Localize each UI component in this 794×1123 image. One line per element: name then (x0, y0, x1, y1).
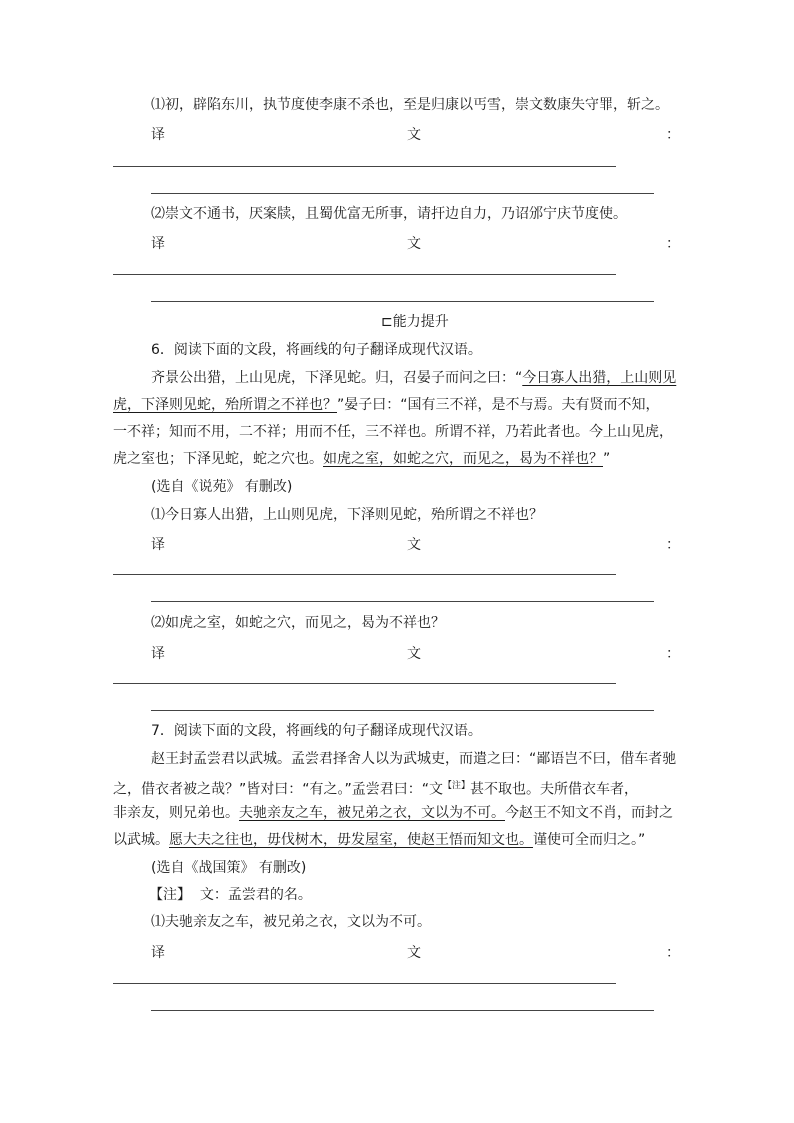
answer-line[interactable] (151, 301, 654, 302)
q7-passage-line-2: 之，借衣者被之哉？”皆对曰：“有之。”孟尝君曰：“文$^{【注】}$甚不取也。夫所借衣车者， (113, 781, 639, 798)
answer-line[interactable] (151, 601, 654, 602)
q7-prompt: 7．阅读下面的文段，将画线的句子翻译成现代汉语。 (151, 723, 482, 739)
q5-sentence-1: ⑴初，辟陷东川，执节度使李康不杀也，至是归康以丐雪，崇文数康失守罪，斩之。 (151, 97, 669, 113)
q7-note (149, 887, 312, 903)
answer-line[interactable] (151, 1010, 654, 1011)
answer-label-wen: 文 (407, 236, 421, 252)
answer-line[interactable] (151, 710, 654, 711)
underlined-sentence: 愿大夫之往也，毋伐树木，毋发屋室，使赵王悟而知文也。 (169, 832, 533, 848)
q6-source: (选自《说苑》 有删改) (151, 479, 293, 495)
answer-line[interactable] (113, 574, 616, 575)
note-text: 文：孟尝君的名。 (199, 887, 312, 903)
answer-line[interactable] (151, 193, 654, 194)
section-title: ⊏能力提升 (381, 314, 449, 330)
q5-sentence-2: ⑵崇文不通书，厌案牍，且蜀优富无所事，请扞边自力，乃诏邠宁庆节度使。 (151, 206, 627, 222)
q6-sentence-1: ⑴今日寡人出猎，上山则见虎，下泽则见蛇，殆所谓之不祥也？ (151, 507, 543, 523)
q7-passage-line-3: 非亲友，则兄弟也。夫驰亲友之车，被兄弟之衣，文以为不可。今赵王不知文不肖，而封之 (113, 805, 673, 821)
underlined-sentence: 夫驰亲友之车，被兄弟之衣，文以为不可。 (239, 805, 505, 821)
answer-label-yi: 译 (151, 127, 165, 143)
answer-label-colon: ： (666, 945, 680, 961)
answer-line[interactable] (113, 274, 616, 275)
answer-line[interactable] (113, 166, 616, 167)
q6-passage-line-4: 虎之室也；下泽见蛇，蛇之穴也。如虎之室，如蛇之穴，而见之，曷为不祥也？” (113, 451, 611, 467)
q6-passage-line-2: 虎，下泽则见蛇，殆所谓之不祥也？”晏子曰：“国有三不祥，是不与焉。夫有贤而不知， (113, 397, 660, 413)
note-marker: 【注】 (443, 781, 471, 791)
q6-sentence-2: ⑵如虎之室，如蛇之穴，而见之，曷为不祥也？ (151, 615, 445, 631)
q6-prompt: 6．阅读下面的文段，将画线的句子翻译成现代汉语。 (151, 342, 482, 358)
answer-label-yi: 译 (151, 945, 165, 961)
answer-line[interactable] (113, 983, 616, 984)
q7-passage-line-4: 以武城。愿大夫之往也，毋伐树木，毋发屋室，使赵王悟而知文也。谨使可全而归之。” (113, 832, 646, 848)
answer-label-wen: 文 (407, 646, 421, 662)
underlined-sentence: 虎，下泽则见蛇，殆所谓之不祥也？ (113, 397, 337, 413)
answer-label-colon: ： (666, 646, 680, 662)
answer-label-wen: 文 (407, 945, 421, 961)
q7-sentence-1: ⑴夫驰亲友之车，被兄弟之衣，文以为不可。 (151, 914, 431, 930)
section-icon: ⊏ (381, 314, 393, 330)
answer-label-colon: ： (666, 236, 680, 252)
answer-label-yi: 译 (151, 646, 165, 662)
q7-source: (选自《战国策》 有删改) (151, 860, 307, 876)
answer-label-yi: 译 (151, 236, 165, 252)
note-label: 【注】 (149, 887, 191, 903)
answer-label-yi: 译 (151, 537, 165, 553)
answer-line[interactable] (113, 683, 616, 684)
underlined-sentence: 今日寡人出猎，上山则见 (522, 370, 677, 386)
q6-passage-line-3: 一不祥；知而不用，二不祥；用而不任，三不祥也。所谓不祥，乃若此者也。今上山见虎， (113, 424, 673, 440)
q7-passage-line-1: 赵王封孟尝君以武城。孟尝君择舍人以为武城吏，而遣之曰：“鄙语岂不曰，借车者驰 (151, 751, 677, 767)
answer-label-wen: 文 (407, 127, 421, 143)
answer-label-colon: ： (666, 537, 680, 553)
answer-label-colon: ： (666, 127, 680, 143)
q6-passage-line-1: 齐景公出猎，上山见虎，下泽见蛇。归，召晏子而问之曰：“今日寡人出猎，上山则见 (151, 370, 677, 386)
answer-label-wen: 文 (407, 537, 421, 553)
underlined-sentence: 如虎之室，如蛇之穴，而见之，曷为不祥也？ (323, 451, 603, 467)
